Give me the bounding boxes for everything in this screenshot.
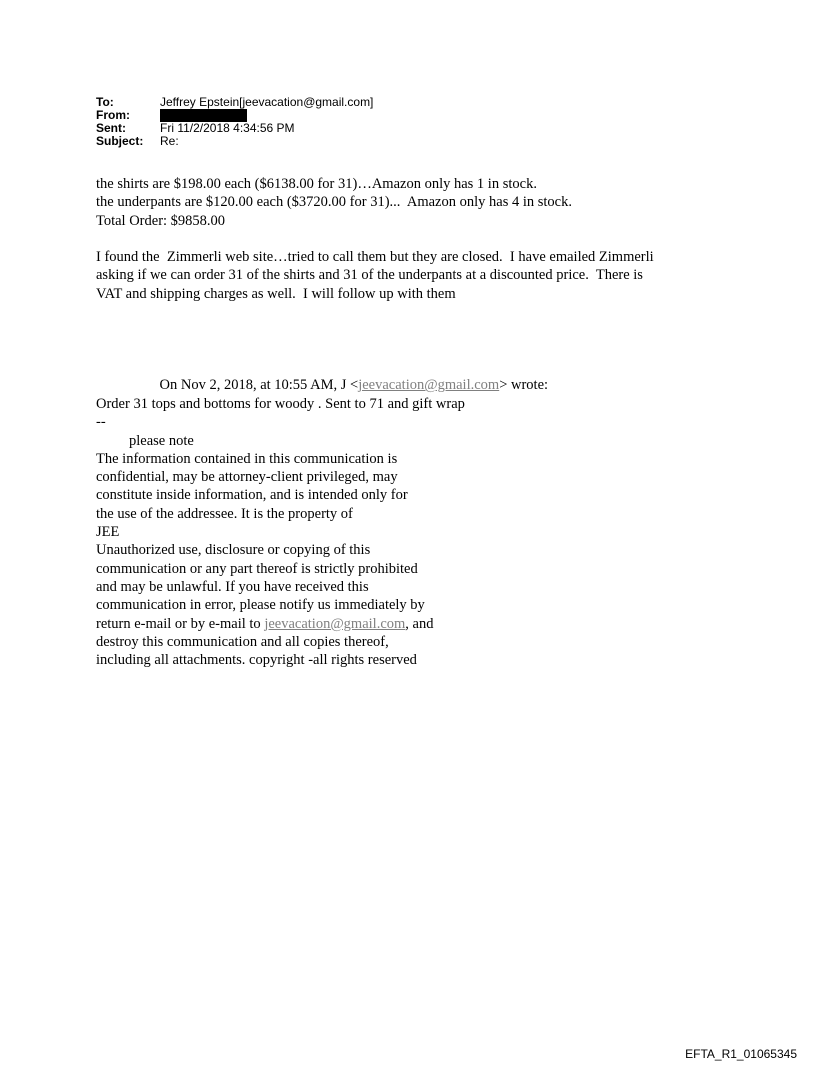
to-value: Jeffrey Epstein[jeevacation@gmail.com] — [160, 95, 374, 109]
subject-row — [96, 135, 373, 148]
disclaimer-line: communication or any part thereof is strictly prohibited — [96, 560, 418, 577]
quoted-intro-suffix: > wrote: — [499, 377, 549, 394]
quoted-intro-text: On Nov 2, 2018, at 10:55 AM, J < — [159, 377, 359, 394]
email-link[interactable]: jeevacation@gmail.com — [358, 377, 500, 394]
disclaimer-line: destroy this communication and all copies thereof, — [96, 633, 389, 650]
signature-separator: -- — [96, 414, 106, 431]
order-summary-paragraph — [96, 175, 572, 230]
email-link[interactable]: jeevacation@gmail.com — [264, 615, 406, 632]
from-label: From: — [96, 108, 130, 122]
disclaimer-line: communication in error, please notify us immediately by — [96, 597, 425, 614]
subject-label: Subject: — [96, 134, 144, 148]
disclaimer-line: and may be unlawful. If you have received this — [96, 578, 369, 595]
body-line: the shirts are $198.00 each ($6138.00 for 31)…Amazon only has 1 in stock. — [96, 176, 537, 192]
disclaimer-line: confidential, may be attorney-client privileged, may — [96, 469, 398, 486]
please-note: please note — [129, 432, 194, 449]
quoted-message-text: Order 31 tops and bottoms for woody . Sent to 71 and gift wrap — [96, 396, 465, 412]
disclaimer-text: return e-mail or by e-mail to — [96, 615, 265, 632]
body-line: asking if we can order 31 of the shirts and 31 of the underpants at a discounted price. There is — [96, 267, 643, 284]
disclaimer-text: , and — [405, 615, 434, 632]
quoted-message — [96, 395, 465, 669]
zimmerli-paragraph — [96, 248, 654, 303]
sent-label: Sent: — [96, 121, 126, 135]
disclaimer-line: constitute inside information, and is intended only for — [96, 487, 408, 504]
body-line: I found the Zimmerli web site…tried to call them but they are closed. I have emailed Zimmerli — [96, 249, 654, 265]
email-header — [96, 96, 373, 148]
to-label: To: — [96, 95, 114, 109]
body-line: VAT and shipping charges as well. I will follow up with them — [96, 285, 456, 302]
sent-value: Fri 11/2/2018 4:34:56 PM — [160, 121, 295, 135]
body-line: Total Order: $9858.00 — [96, 212, 226, 229]
to-row — [96, 96, 373, 109]
disclaimer-line: the use of the addressee. It is the property of — [96, 505, 353, 522]
body-line: the underpants are $120.00 each ($3720.00 for 31)... Amazon only has 4 in stock. — [96, 194, 572, 211]
disclaimer-line-with-link — [96, 615, 465, 633]
document-id: EFTA_R1_01065345 — [685, 1047, 797, 1061]
disclaimer-line: The information contained in this communication is — [96, 450, 398, 467]
disclaimer-line: Unauthorized use, disclosure or copying of this — [96, 542, 371, 559]
disclaimer-line: including all attachments. copyright -all rights reserved — [96, 652, 417, 669]
subject-value: Re: — [160, 134, 179, 148]
disclaimer-line: JEE — [96, 524, 120, 541]
